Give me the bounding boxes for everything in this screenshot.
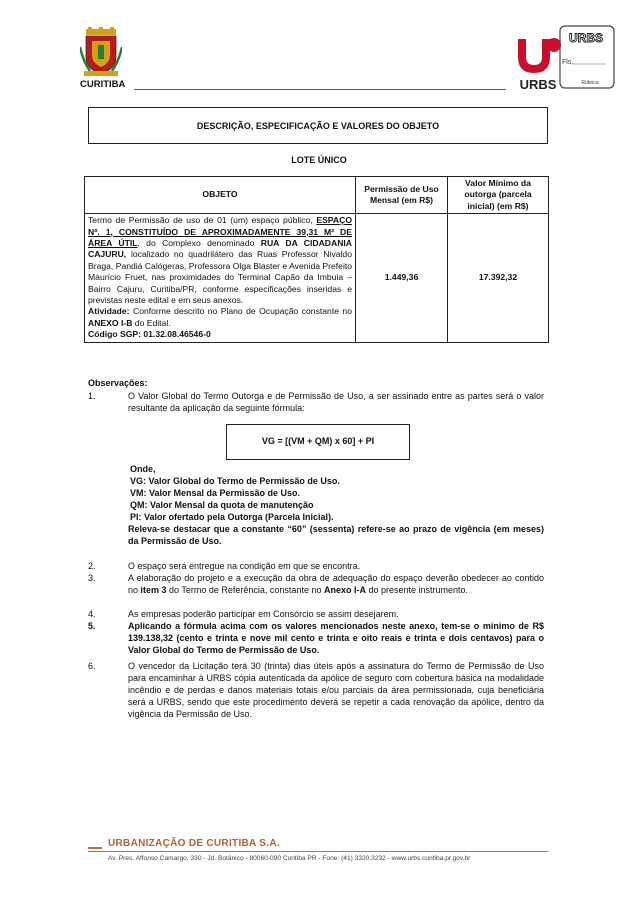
footer-address: Av. Pres. Affonso Camargo, 330 - Jd. Botânico - 80060-090 Curitiba PR - Fone: (41) 3320.3232 - www.urbs.curitiba.pr.gov.br <box>108 855 471 862</box>
object-table <box>84 176 549 343</box>
desc-rua: RUA DA CIDADANIA CAJURU, <box>88 238 353 260</box>
item3-part-a: A elaboração do projeto e a execução da obra de adequação do espaço deverão obedecer ao contido no <box>128 573 544 595</box>
lote-heading: LOTE ÚNICO <box>291 155 347 165</box>
def-vm: VM: Valor Mensal da Permissão de Uso. <box>130 488 301 498</box>
def-releva: Releva-se destacar que a constante “60” (sessenta) refere-se ao prazo de vigência (em meses) da Permissão de Uso. <box>128 524 544 546</box>
formula-box <box>226 424 410 460</box>
atividade-label: Atividade: <box>88 306 130 317</box>
stamp-rubrica: Rubrica <box>581 80 599 86</box>
item-number: 2. <box>88 561 96 571</box>
urbs-stamp <box>556 20 616 92</box>
atividade-end: do Edital. <box>132 317 171 328</box>
item3-part-e: do presente instrumento. <box>365 585 469 595</box>
curitiba-crest-logo <box>80 27 122 77</box>
def-vg: VG: Valor Global do Termo de Permissão de Uso. <box>130 476 340 486</box>
minimo-value: 17.392,32 <box>448 214 549 342</box>
item-text: As empresas poderão participar em Consórcio se assim desejarem. <box>128 609 399 619</box>
header-mensal: Permissão de Uso Mensal (em R$) <box>356 177 448 214</box>
footer-divider <box>88 851 548 852</box>
desc-mid: , do Complexo denominado <box>137 238 261 249</box>
item3-part-c: do Termo de Referência, constante no <box>166 585 324 595</box>
item-text: O Valor Global do Termo Outorga e de Permissão de Uso, a ser assinado entre as partes será o valor resultante da aplicação da seguinte fórmula: <box>128 391 544 413</box>
item-text: O vencedor da Licitação terá 30 (trinta) dias úteis após a assinatura do Termo de Permissão de Uso para encaminhar à URBS cópia autenticada da apólice de seguro com cobertura básica na modalidade incêndio e de perdas e danos materiais totais e/ou parciais da área permissionada, cuja beneficiária será a URBS, sendo que este procedimento deverá se repetir a cada renovação da apólice, dentro da vigência da Permissão de Uso. <box>128 661 544 719</box>
def-pi: PI: Valor ofertado pela Outorga (Parcela Inicial). <box>130 512 334 522</box>
item3-part-b: item 3 <box>140 585 167 595</box>
item-number: 3. <box>88 573 96 583</box>
def-onde: Onde, <box>130 464 156 474</box>
item-number: 4. <box>88 609 96 619</box>
footer-company: URBANIZAÇÃO DE CURITIBA S.A. <box>108 838 280 849</box>
title-box <box>88 107 548 144</box>
item-text <box>128 572 544 596</box>
anexo-ref: ANEXO I-B <box>88 317 133 328</box>
desc-espaco: ESPAÇO Nº. 1, CONSTITUÍDO DE APROXIMADAMENTE 39,31 M² DE ÁREA ÚTIL <box>88 215 352 249</box>
desc-rest: localizado no quadrilátero das Ruas Professor Nivaldo Braga, Pandiá Calógeras, Professora Olga Blaster e Avenida Prefeito Maurício Fruet, nas proximidades do Terminal Capão da Imbuia – Bairro Cajuru, Curitiba/PR, conforme especificações inseridas e previstas neste edital e em seus anexos. <box>88 249 353 306</box>
footer-accent <box>88 847 102 849</box>
item-number: 5. <box>88 621 96 631</box>
sgp-code: Código SGP: 01.32.08.46546-0 <box>88 329 211 340</box>
object-description <box>85 214 356 342</box>
document-title: DESCRIÇÃO, ESPECIFICAÇÃO E VALORES DO OBJETO <box>196 121 440 131</box>
item3-part-d: Anexo I-A <box>323 585 366 595</box>
item-number: 6. <box>88 661 96 671</box>
stamp-fls: Fls. <box>562 59 574 66</box>
item-text: O espaço será entregue na condição em que se encontra. <box>128 561 361 571</box>
urbs-logo-text: URBS <box>519 77 557 92</box>
table-row <box>85 214 549 342</box>
formula: VG = [(VM + QM) x 60] + PI <box>261 436 375 446</box>
item-number: 1. <box>88 391 96 401</box>
atividade-text: Conforme descrito no Plano de Ocupação constante no <box>129 306 352 317</box>
city-name: CURITIBA <box>80 79 126 90</box>
table-header-row <box>85 177 549 214</box>
header-minimo: Valor Mínimo da outorga (parcela inicial) (em R$) <box>448 177 549 214</box>
mensal-value: 1.449,36 <box>356 214 448 342</box>
def-qm: QM: Valor Mensal da quota de manutenção <box>130 500 314 510</box>
header-divider <box>134 89 506 90</box>
item-text: Aplicando a fórmula acima com os valores mencionados neste anexo, tem-se o mínimo de R$ 139.138,32 (cento e trinta e nove mil cento e trinta e oito reais e trinta e dois centavos) para o Valor Global do Termo de Permissão de Uso. <box>128 621 544 655</box>
desc-intro: Termo de Permissão de uso de 01 (um) espaço público, <box>88 215 317 226</box>
observacoes-title: Observações: <box>88 378 148 388</box>
stamp-title: URBS <box>568 31 604 45</box>
header-objeto: OBJETO <box>85 177 356 214</box>
